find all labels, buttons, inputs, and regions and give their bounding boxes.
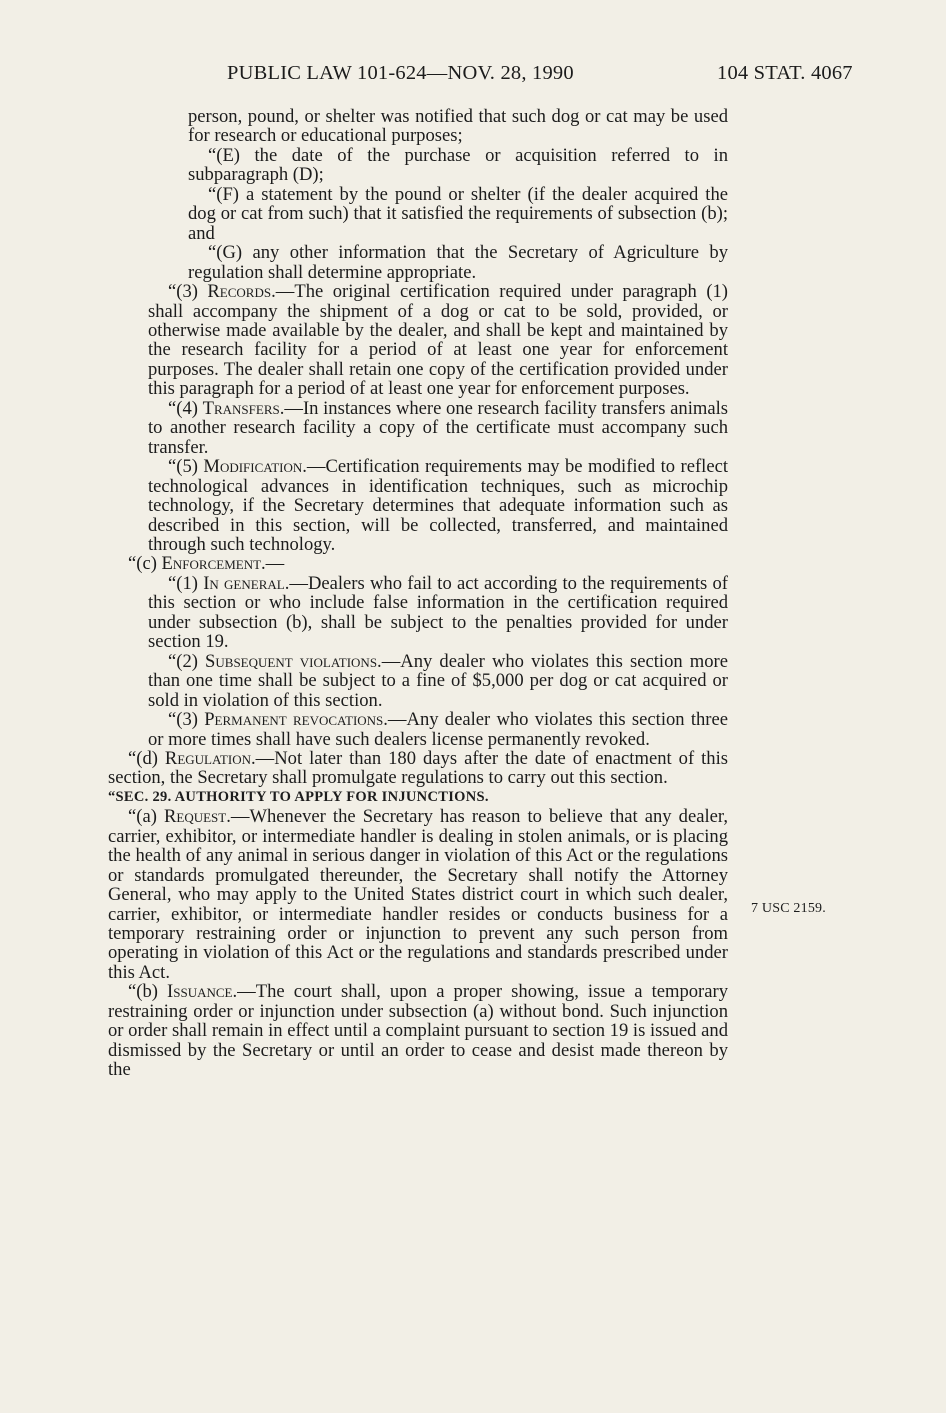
paragraph-number: “(2) xyxy=(168,650,206,672)
paragraph-number: “(3) xyxy=(168,709,205,731)
paragraph xyxy=(148,652,728,710)
paragraph xyxy=(148,282,728,399)
paragraph-text: .— xyxy=(261,553,285,575)
paragraph-text: .—Any dealer who violates this section three or more times shall have such dealers license permanently revoked. xyxy=(148,709,728,750)
paragraph-text: .—In instances where one research facility transfers animals to another research facility a copy of the certificate must accompany such transfer. xyxy=(148,397,728,458)
paragraph xyxy=(148,457,728,554)
section-heading: “SEC. 29. AUTHORITY TO APPLY FOR INJUNCTIONS. xyxy=(108,788,489,805)
paragraph-number: “(b) xyxy=(128,981,168,1003)
subsection-block xyxy=(108,749,728,1080)
paragraph xyxy=(148,710,728,749)
paragraph-heading: Transfers xyxy=(202,397,280,419)
paragraph-heading: Records xyxy=(207,281,272,303)
paragraph-number: “(3) xyxy=(168,281,208,303)
paragraph-heading: Enforcement xyxy=(161,553,262,575)
paragraph xyxy=(148,574,728,652)
body-text xyxy=(108,107,728,1080)
running-head: PUBLIC LAW 101-624—NOV. 28, 1990 xyxy=(227,62,574,84)
subsection-block xyxy=(108,554,728,573)
paragraph-heading: Issuance xyxy=(167,981,233,1003)
paragraph-block xyxy=(108,282,728,554)
paragraph-heading: Regulation xyxy=(164,747,251,769)
paragraph: “(E) the date of the purchase or acquisition referred to in subparagraph (D); xyxy=(188,144,728,186)
paragraph xyxy=(148,399,728,457)
stat-page-number: 104 STAT. 4067 xyxy=(717,62,853,84)
paragraph-text: .—Not later than 180 days after the date of enactment of this section, the Secretary shall promulgate regulations to carry out this section. xyxy=(108,747,728,789)
paragraph-heading: Request xyxy=(163,806,227,828)
paragraph-number: “(1) xyxy=(168,572,204,594)
paragraph-text: .—Whenever the Secretary has reason to believe that any dealer, carrier, exhibitor, or intermediate handler is dealing in stolen animals, or is placing the health of any animal in serious danger in violation of this Act or the regulations or standards promulgated thereunder, the Secretary shall notify the Attorney General, who may apply to the United States district court in which such dealer, carrier, exhibitor, or intermediate handler resides or conducts business for a temporary restraining order or injunction to prevent any such person from operating in violation of this Act or the regulations and standards prescribed under this Act. xyxy=(108,806,729,983)
paragraph-text: .—Any dealer who violates this section more than one time shall be subject to a fine of $5,000 per dog or cat acquired or sold in violation of this section. xyxy=(148,650,728,711)
paragraph-number: “(d) xyxy=(128,747,165,769)
paragraph: “(F) a statement by the pound or shelter (if the dealer acquired the dog or cat from such) that it satisfied the requirements of subsection (b); and xyxy=(188,183,728,244)
paragraph-block xyxy=(108,574,728,749)
paragraph-text: .—Dealers who fail to act according to the requirements of this section or who include false information in the certification required under subsection (b), shall be subject to the penalties provided for under section 19. xyxy=(148,572,728,653)
subsection-heading xyxy=(128,554,728,573)
paragraph-number: “(4) xyxy=(168,397,203,419)
margin-note: 7 USC 2159. xyxy=(751,901,826,916)
paragraph-number: “(5) xyxy=(168,456,204,478)
paragraph-text: .—The court shall, upon a proper showing, issue a temporary restraining order or injunction under subsection (a) without bond. Such injunction or order shall remain in effect until a complaint pursuant to section 19 is issued and dismissed by the Secretary or until an order to cease and desist made thereon by the xyxy=(108,981,728,1081)
page-header xyxy=(0,62,946,88)
paragraph-number: “(c) xyxy=(128,553,162,575)
paragraph: “(G) any other information that the Secretary of Agriculture by regulation shall determine appropriate. xyxy=(188,242,728,283)
paragraph-number: “(a) xyxy=(128,806,164,828)
subparagraph-block xyxy=(108,107,728,282)
paragraph-text: .—The original certification required under paragraph (1) shall accompany the shipment of a dog or cat to be sold, provided, or otherwise made available by the dealer, and shall be kept and maintained by the research facility for a period of at least one year for enforcement purposes. The dealer shall retain one copy of the certification provided under this paragraph for a period of at least one year for enforcement purposes. xyxy=(148,281,728,400)
paragraph xyxy=(108,982,728,1079)
paragraph-text: .—Certification requirements may be modified to reflect technological advances in identification techniques, such as microchip technology, if the Secretary determines that adequate information such as described in this section, will be collected, transferred, and maintained through such technology. xyxy=(148,456,728,555)
paragraph: person, pound, or shelter was notified that such dog or cat may be used for research or educational purposes; xyxy=(188,106,728,147)
paragraph-heading: Subsequent violations xyxy=(205,650,378,672)
paragraph xyxy=(108,807,728,982)
paragraph xyxy=(108,749,728,788)
paragraph-heading: Permanent revocations xyxy=(204,709,384,731)
paragraph-heading: In general xyxy=(203,572,285,594)
paragraph-heading: Modification xyxy=(203,456,303,478)
